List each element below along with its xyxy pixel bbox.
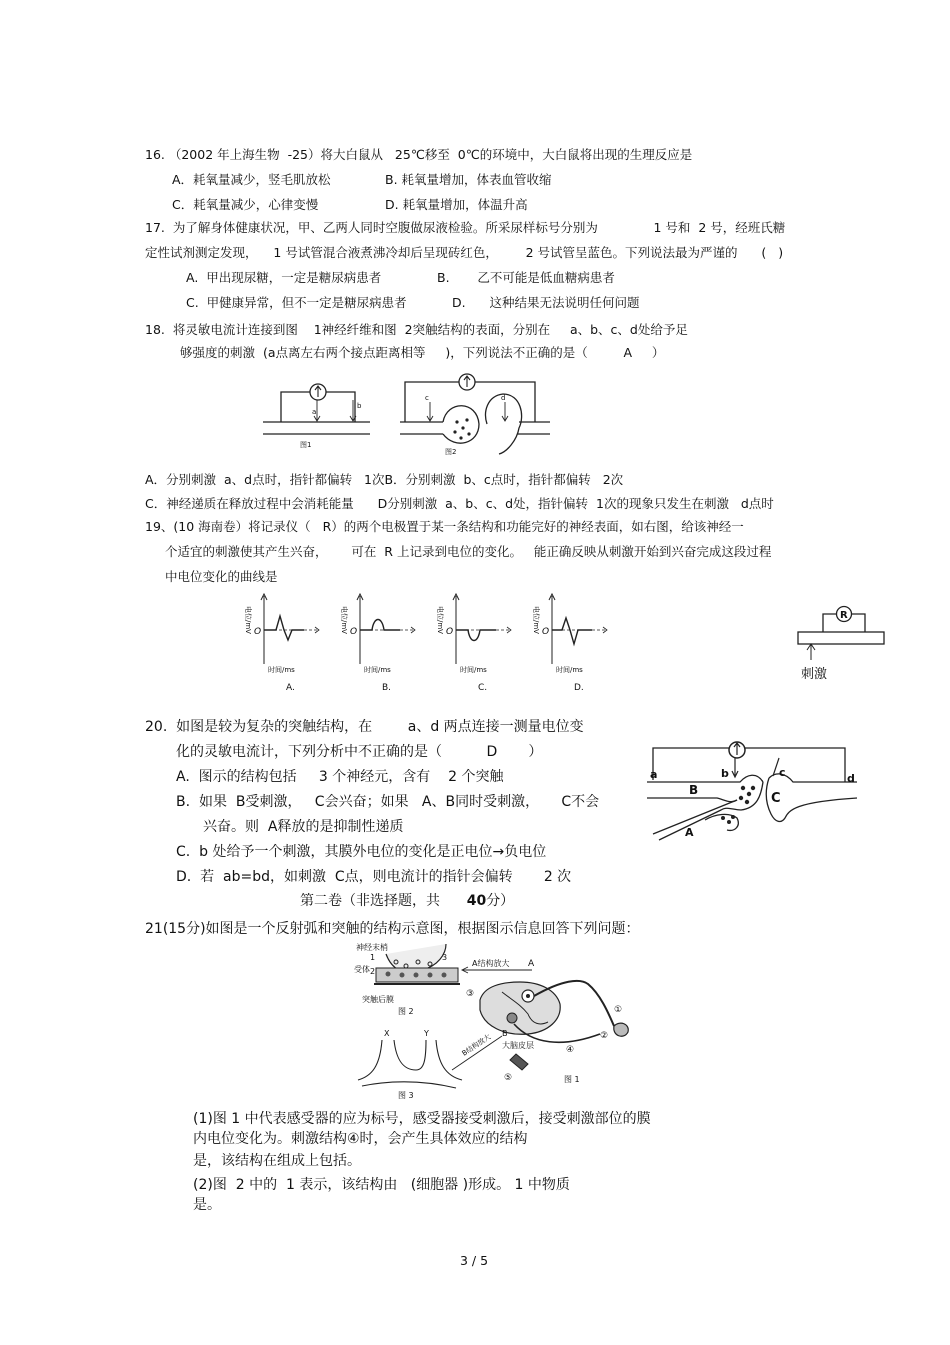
svg-text:b: b xyxy=(721,767,729,780)
potential-curve xyxy=(456,630,496,641)
graph-origin-label: O xyxy=(254,627,262,637)
q16-option-b: B. 耗氧量增加，体表血管收缩 xyxy=(385,172,552,187)
q17-option-d: D. 这种结果无法说明任何问题 xyxy=(452,295,640,310)
svg-text:d: d xyxy=(847,772,855,785)
q16-stem: 16. （2002 年上海生物 -25）将大白鼠从 25℃移至 0℃的环境中，大白鼠将出现的生理反应是 xyxy=(145,147,693,162)
svg-text:A: A xyxy=(528,959,535,969)
graph-option-label: D. xyxy=(574,683,584,693)
svg-text:B: B xyxy=(502,1029,508,1038)
q20-option-d: D. 若 ab=bd，如刺激 C点，则电流计的指针会偏转 2 次 xyxy=(176,869,572,885)
fig1-caption: 图1 xyxy=(300,441,312,449)
graph-xlabel: 时间/ms xyxy=(268,666,295,674)
svg-text:⑤: ⑤ xyxy=(504,1073,513,1083)
q19-recorder-figure xyxy=(795,602,890,682)
svg-text:a: a xyxy=(650,768,658,781)
nerve-fiber-figure-1 xyxy=(263,384,370,449)
q17-line2: 定性试剂测定发现， 1 号试管混合液煮沸冷却后呈现砖红色， 2 号试管呈蓝色。下列说法最为严谨的 ( ) xyxy=(145,245,784,260)
q17-line1: 17. 为了解身体健康状况，甲、乙两人同时空腹做尿液检验。所采尿样标号分别为 1 号和 2 号，经班氏糖 xyxy=(145,220,786,235)
page-number: 3 / 5 xyxy=(460,1253,489,1268)
svg-text:B结构放大: B结构放大 xyxy=(460,1032,493,1058)
q20-option-b-line2: 兴奋。则 A释放的是抑制性递质 xyxy=(203,819,404,835)
graph-ylabel: 电位/mV xyxy=(340,606,348,634)
potential-graph xyxy=(340,594,415,693)
svg-text:①: ① xyxy=(614,1005,623,1015)
fig2-caption: 图2 xyxy=(445,448,457,456)
q19-line3: 中电位变化的曲线是 xyxy=(165,569,278,584)
svg-text:3: 3 xyxy=(442,953,448,962)
svg-text:B: B xyxy=(689,783,699,797)
svg-text:突触后膜: 突触后膜 xyxy=(362,995,394,1004)
q19-potential-graphs xyxy=(238,590,610,698)
graph-xlabel: 时间/ms xyxy=(556,666,583,674)
svg-text:图 2: 图 2 xyxy=(398,1007,414,1016)
q18-options-ab: A．分别刺激 a、d点时，指针都偏转 1次B．分别刺激 b、c点时，指针都偏转 2次 xyxy=(145,472,624,487)
potential-curve xyxy=(264,616,304,640)
svg-text:图 1: 图 1 xyxy=(564,1075,580,1084)
svg-text:c: c xyxy=(425,394,429,402)
svg-text:③: ③ xyxy=(466,989,475,999)
q21-part1-line3: 是，该结构在组成上包括。 xyxy=(193,1153,361,1169)
q21-part1-line1: (1)图 1 中代表感受器的应为标号，感受器接受刺激后，接受刺激部位的膜 xyxy=(193,1111,651,1127)
q20-option-c: C. b 处给予一个刺激，其膜外电位的变化是正电位→负电位 xyxy=(176,844,547,860)
graph-origin-label: O xyxy=(542,627,550,637)
svg-text:b: b xyxy=(357,402,362,410)
svg-text:d: d xyxy=(501,394,506,402)
potential-curve xyxy=(360,620,400,631)
svg-text:A: A xyxy=(685,826,694,839)
potential-graph xyxy=(436,594,511,693)
q16-option-d: D. 耗氧量增加，体温升高 xyxy=(385,197,528,212)
svg-text:a: a xyxy=(312,408,317,416)
graph-xlabel: 时间/ms xyxy=(364,666,391,674)
q21-part2-line2: 是。 xyxy=(193,1197,221,1213)
q17-option-a: A. 甲出现尿糖，一定是糖尿病患者 xyxy=(186,270,382,285)
q21-part2-line1: (2)图 2 中的 1 表示，该结构由 (细胞器 )形成。 1 中物质 xyxy=(193,1177,570,1193)
recorder-r-label: R xyxy=(840,610,848,621)
part2-heading: 第二卷（非选择题，共 40分） xyxy=(300,893,515,909)
q17-option-b: B. 乙不可能是低血糖病患者 xyxy=(437,270,615,285)
svg-text:1: 1 xyxy=(370,953,376,962)
graph-xlabel: 时间/ms xyxy=(460,666,487,674)
potential-graph xyxy=(532,594,607,693)
graph-origin-label: O xyxy=(446,627,454,637)
q20-line1: 20. 如图是较为复杂的突触结构，在 a、d 两点连接一测量电位变 xyxy=(145,719,584,735)
graph-ylabel: 电位/mV xyxy=(244,606,252,634)
q20-option-a: A. 图示的结构包括 3 个神经元，含有 2 个突触 xyxy=(176,769,504,785)
svg-text:X: X xyxy=(384,1029,390,1038)
svg-text:C: C xyxy=(771,791,781,806)
q20-synapse-figure xyxy=(645,738,860,848)
svg-text:②: ② xyxy=(600,1031,609,1041)
q21-part1-line2: 内电位变化为。刺激结构④时，会产生具体效应的结构 xyxy=(193,1131,528,1147)
svg-text:2: 2 xyxy=(370,967,376,976)
svg-text:受体: 受体 xyxy=(354,965,370,974)
svg-text:c: c xyxy=(779,766,786,779)
svg-text:④: ④ xyxy=(566,1045,575,1055)
graph-ylabel: 电位/mV xyxy=(436,606,444,634)
stimulus-label: 刺激 xyxy=(801,667,828,682)
svg-text:神经末梢: 神经末梢 xyxy=(356,943,388,952)
graph-option-label: A. xyxy=(286,683,295,693)
graph-option-label: C. xyxy=(478,683,488,693)
q18-line2: 够强度的刺激 (a点离左右两个接点距离相等 )，下列说法不正确的是（ A ） xyxy=(180,345,665,360)
synapse-figure-2 xyxy=(400,374,550,456)
svg-text:图 3: 图 3 xyxy=(398,1091,414,1100)
svg-text:A结构放大: A结构放大 xyxy=(472,959,510,968)
q16-option-c: C．耗氧量减少，心律变慢 xyxy=(172,197,319,212)
q21-reflex-arc-figure xyxy=(352,940,642,1100)
q16-option-a: A．耗氧量减少，竖毛肌放松 xyxy=(172,172,331,187)
q18-line1: 18. 将灵敏电流计连接到图 1神经纤维和图 2突触结构的表面，分别在 a、b、c、d处给予足 xyxy=(145,322,688,337)
q20-option-b-line1: B. 如果 B受刺激， C会兴奋；如果 A、B同时受刺激， C不会 xyxy=(176,794,600,810)
svg-text:Y: Y xyxy=(424,1029,429,1038)
graph-ylabel: 电位/mV xyxy=(532,606,540,634)
graph-origin-label: O xyxy=(350,627,358,637)
q17-option-c: C. 甲健康异常，但不一定是糖尿病患者 xyxy=(186,295,407,310)
q19-line2: 个适宜的刺激使其产生兴奋， 可在 R 上记录到电位的变化。 能正确反映从刺激开始到兴奋完成这段过程 xyxy=(165,544,772,559)
svg-text:大脑皮层: 大脑皮层 xyxy=(502,1041,534,1050)
potential-graph xyxy=(244,594,319,693)
potential-curve xyxy=(552,618,592,644)
q18-options-cd: C．神经递质在释放过程中会消耗能量 D分别刺激 a、b、c、d处，指针偏转 1次的现象只发生在刺激 d点时 xyxy=(145,496,774,511)
q18-figure xyxy=(255,372,555,464)
q21-stem: 21(15分)如图是一个反射弧和突触的结构示意图，根据图示信息回答下列问题： xyxy=(145,921,640,937)
graph-option-label: B. xyxy=(382,683,392,693)
q19-line1: 19、(10 海南卷）将记录仪（ R）的两个电极置于某一条结构和功能完好的神经表面，如右图，给该神经一 xyxy=(145,519,744,534)
q20-line2: 化的灵敏电流计，下列分析中不正确的是（ D ） xyxy=(176,744,543,760)
